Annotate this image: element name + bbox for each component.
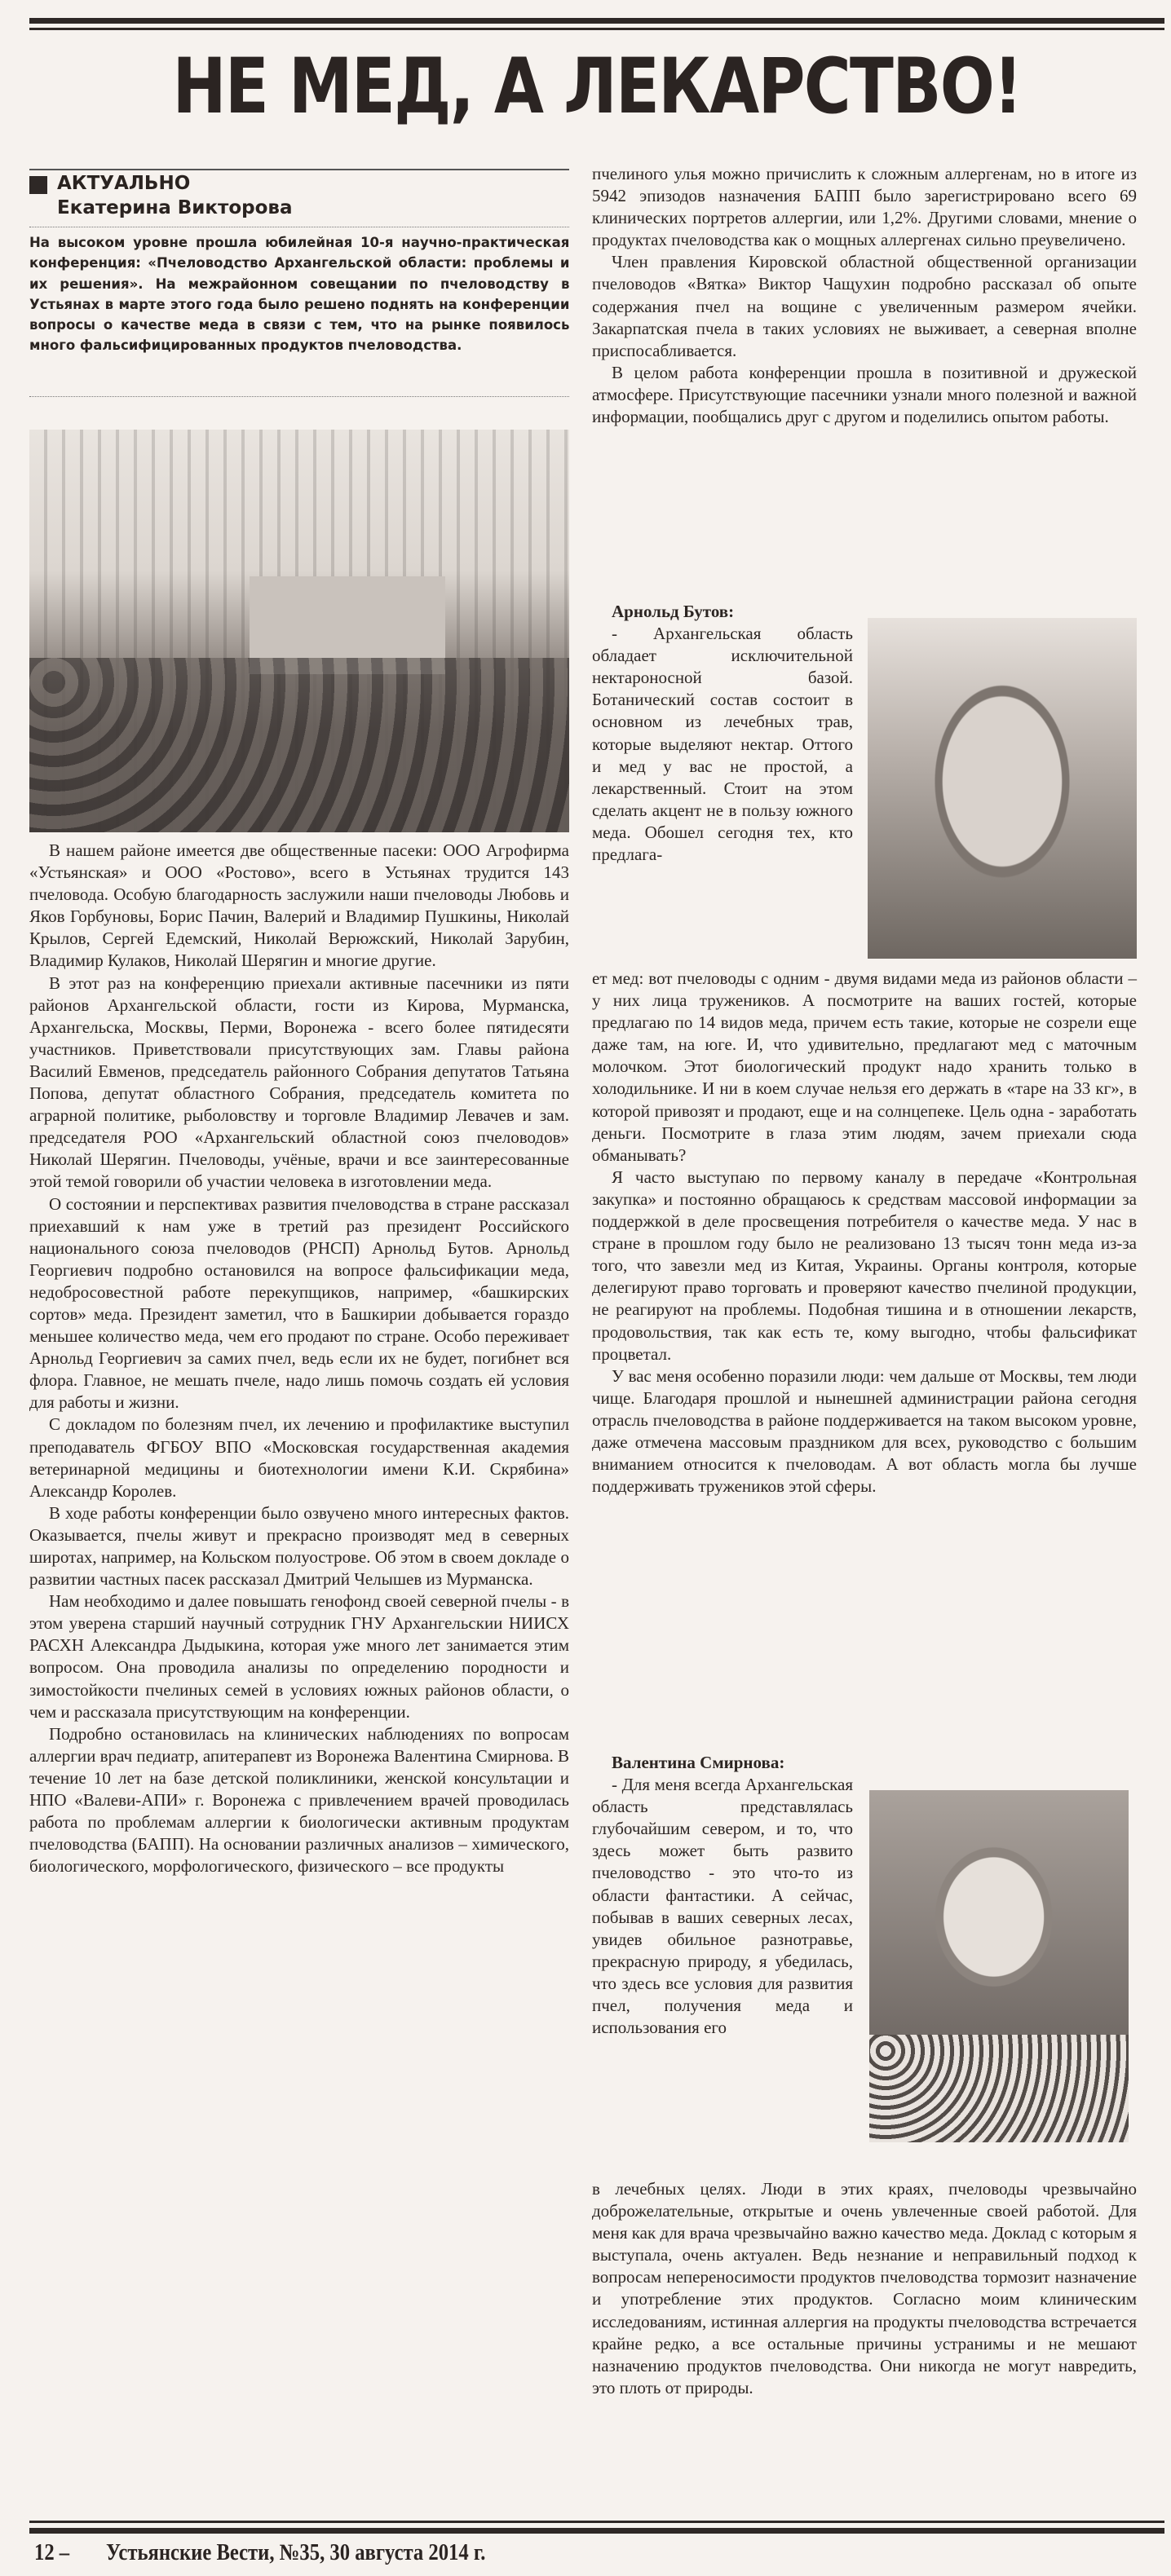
paragraph: В этот раз на конференцию приехали активные пасечники из пяти районов Архангельской области, гости из Кирова, Мурманска, Архангельска, Москвы, Перми, Воронежа - всего более пятидесяти участников. Приветствовали присутствующих зам. Главы района Василий Евменов, председатель районного Собрания депутатов Татьяна Попова, депутат областного Собрания, председатель комитета по аграрной политике, рыболовству и торговле Владимир Левачев и зам. председателя РОО «Архангельский областной союз пчеловодов» Николай Шерягин. Пчеловоды, учёные, врачи и все заинтересованные этой темой говорили об участии человека в изготовлении меда.: [29, 973, 569, 1192]
speaker-name: Валентина Смирнова:: [612, 1753, 785, 1772]
bottom-rule-thin: [29, 2521, 1164, 2523]
paragraph: Нам необходимо и далее повышать генофонд своей северной пчелы - в этом уверена старший научный сотрудник ГНУ Архангельскии НИИСХ РАСХН Александра Дыдыкина, которая уже много лет занимается этим вопросом. Она проводила анализы по определению породности и зимостойкости пчелиных семей в условиях южных районов области, о чем и рассказала присутствующим на конференции.: [29, 1591, 569, 1722]
smirnova-interview-narrow: [592, 1752, 853, 2039]
photo-conference-hall: [29, 430, 569, 832]
left-column-body: [29, 840, 569, 1877]
paragraph: С докладом по болезням пчел, их лечению и профилактике выступил преподаватель ФГБОУ ВПО «Московская государственная академия ветеринарной медицины и биотехнологии имени К.И. Скрябина» Александр Королев.: [29, 1414, 569, 1501]
bottom-rule: [29, 2528, 1164, 2534]
paragraph: Член правления Кировской областной общественной организации пчеловодов «Вятка» Виктор Чащухин подробно рассказал об опыте содержания пчел на вощине с увеличенным размером ячейки. Закарпатская пчела в таких условиях не выживает, а северная вполне приспосабливается.: [592, 252, 1137, 360]
photo-audience: [29, 658, 569, 832]
rubric-rule: [29, 169, 569, 170]
top-rule: [29, 18, 1164, 24]
top-rule-thin: [29, 28, 1164, 30]
paragraph: У вас меня особенно поразили люди: чем дальше от Москвы, тем люди чище. Благодаря прошлой и нынешней администрации района сегодня отрасль пчеловодства в районе поддерживается на таком высоком уровне, даже отмечена массовым праздником для всех, руководство с большим вниманием относится к пчеловодам. А вот область могла бы лучше поддерживать тружеников этой сферы.: [592, 1365, 1137, 1497]
paragraph: Подробно остановилась на клинических наблюдениях по вопросам аллергии врач педиатр, апитерапевт из Воронежа Валентина Смирнова. В течение 10 лет на базе детской поликлиники, женской консультации и НПО «Валеви-АПИ» г. Воронежа с привлечением врачей проводилась работа по проблемам аллергии к биологически активным продуктам пчеловодства (БАПП). На основании различных анализов – химического, биологического, морфологического, физического – все продукты: [29, 1723, 569, 1877]
dotted-divider: [29, 396, 569, 397]
smirnova-interview-wide: [592, 2178, 1137, 2399]
paragraph: В целом работа конференции прошла в позитивной и дружеской атмосфере. Присутствующие пасечники узнали много полезной и важной информации, пообщались друг с другом и поделились опытом работы.: [592, 362, 1137, 427]
paragraph: ет мед: вот пчеловоды с одним - двумя видами меда из районов области – у них лица тружеников. А посмотрите на ваших гостей, которые предлагаю по 14 видов меда, причем есть такие, которые не созрели еще даже там, на юге. И, что удивительно, предлагают мед с маточным молочком. Этот биологический продукт надо хранить только в холодильнике. И ни в коем случае нельзя его держать в «таре на 33 кг», в которой привозят и продают, еще и на солнцепеке. Цель одна - заработать деньги. Посмотрите в глаза этим людям, зачем приехали сюда обманывать?: [592, 968, 1137, 1165]
headline: НЕ МЕД, А ЛЕКАРСТВО!: [172, 42, 1022, 131]
rubric-label: АКТУАЛЬНО: [57, 173, 191, 194]
page-footer: [34, 2539, 485, 2568]
paragraph: - Архангельская область обладает исключительной нектароносной базой. Ботанический состав состоит в основном из лечебных трав, которые выделяют нектар. Оттого и мед у вас не простой, а лекарственный. Стоит на этом сделать акцент не в пользу южного меда. Обошел сегодня тех, кто предлага-: [592, 624, 853, 865]
paragraph: в лечебных целях. Люди в этих краях, пчеловоды чрезвычайно доброжелательные, открытые и очень увлеченные своей работой. Для меня как для врача чрезвычайно важно качество меда. Доклад с которым я выступала, очень актуален. Ведь незнание и неправильный подход к вопросам непереносимости продуктов пчеловодства тормозит назначение и употребление этих продуктов. Согласно моим клиническим исследованиям, истинная аллергия на продукты пчеловодства встречается крайне редко, а все остальные причины устранимы и не мешают назначению продуктов пчеловодства. Они никогда не могут навредить, это плоть от природы.: [592, 2179, 1137, 2397]
issue-info: Устьянские Вести, №35, 30 августа 2014 г.: [106, 2540, 486, 2565]
butov-interview-wide: [592, 968, 1137, 1498]
photo-valentina-smirnova: [869, 1790, 1129, 2142]
author-name: Екатерина Викторова: [57, 197, 293, 218]
paragraph: - Для меня всегда Архангельская область представлялась глубочайшим севером, и то, что здесь может быть развито пчеловодство - это что-то из области фантастики. А сейчас, побывав в ваших северных лесах, увидев обильное разнотравье, прекрасную природу, я убедилась, что здесь все условия для развития пчел, получения меда и использования его: [592, 1775, 853, 2038]
paragraph: В ходе работы конференции было озвучено много интересных фактов. Оказывается, пчелы живут и прекрасно производят мед в северных широтах, например, на Кольском полуострове. Об этом в своем докладе о развитии частных пасек рассказал Дмитрий Челышев из Мурманска.: [29, 1502, 569, 1590]
rubric-square-icon: [29, 176, 47, 194]
paragraph: О состоянии и перспективах развития пчеловодства в стране рассказал приехавший к нам уже в третий раз президент Российского национального союза пчеловодов (РНСП) Арнольд Бутов. Арнольд Георгиевич подробно остановился на вопросе фальсификации меда, недобросовестной работе перекупщиков, например, «башкирских сортов» меда. Президент заметил, что в Башкирии добывается гораздо меньшее количество меда, чем его продают по стране. Особо переживает Арнольд Георгиевич за самих пчел, ведь если их не будет, погибнет вся флора. Главное, не мешать пчеле, надо лишь помочь создать ей условия для работы и жизни.: [29, 1193, 569, 1413]
paragraph: пчелиного улья можно причислить к сложным аллергенам, но в итоге из 5942 эпизодов назначения БАПП было зарегистрировано всего 69 клинических портретов аллергии, или 1,2%. Другими словами, мнение о продуктах пчеловодства как о мощных аллергенах сильно преувеличено.: [592, 164, 1137, 250]
lead-paragraph: На высоком уровне прошла юбилейная 10-я научно-практическая конференция: «Пчеловодство Архангельской области: проблемы и их решения». На межрайонном совещании по пчеловодству в Устьянах в марте этого года было решено поднять на конференции вопросы о качестве меда в связи с тем, что на рынке появилось много фальсифицированных продуктов пчеловодства.: [29, 235, 570, 355]
paragraph: В нашем районе имеется две общественные пасеки: ООО Агрофирма «Устьянская» и ООО «Ростово», всего в Устьянах трудится 143 пчеловода. Особую благодарность заслужили наши пчеловоды Любовь и Яков Горбуновы, Борис Пачин, Валерий и Владимир Пушкины, Николай Крылов, Сергей Едемский, Николай Верюжский, Николай Зарубин, Владимир Кулаков, Николай Шерягин и многие другие.: [29, 840, 569, 971]
paragraph: Я часто выступаю по первому каналу в передаче «Контрольная закупка» и постоянно обращаюсь к средствам массовой информации за поддержкой в деле просвещения потребителя о качестве меда. У нас в стране в прошлом году было не реализовано 13 тысяч тонн меда из-за того, что завезли мед из Китая, Украины. Органы контроля, которые делегируют право торговать и проверяют качество пчелиной продукции, не реагируют на проблемы. Подобная тишина и в отношении лекарств, продовольствия, так как есть те, кому выгодно, чтобы фальсификат процветал.: [592, 1167, 1137, 1364]
butov-interview-narrow: [592, 601, 853, 866]
page-number: 12 –: [34, 2540, 70, 2565]
newspaper-page: [29, 0, 1164, 2576]
photo-arnold-butov: [868, 618, 1137, 959]
right-column-top: [592, 163, 1137, 428]
speaker-name: Арнольд Бутов:: [612, 602, 735, 621]
